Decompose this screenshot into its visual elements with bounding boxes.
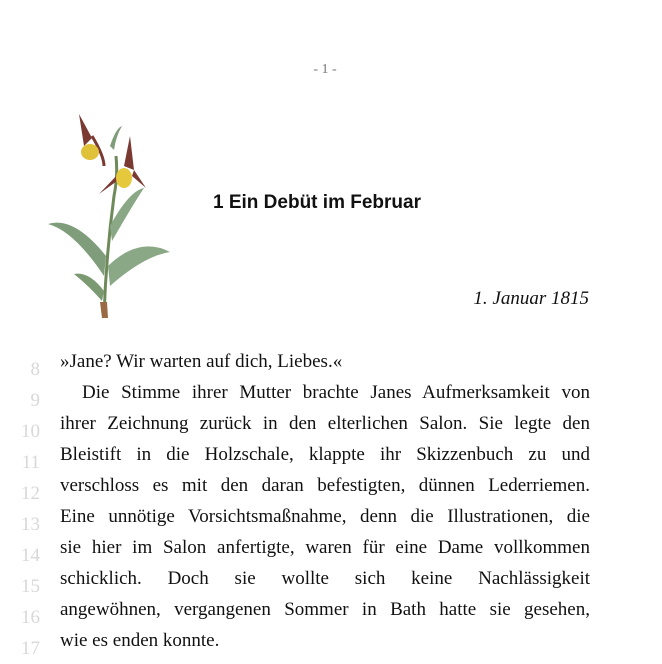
line-number: 8	[30, 359, 40, 380]
line-number: 10	[21, 421, 40, 442]
text-line: Bleistift in die Holzschale, klappte ihr Skizzenbuch zu und	[60, 444, 590, 465]
line-number: 17	[21, 638, 40, 659]
text-line: »Jane? Wir warten auf dich, Liebes.«	[60, 351, 343, 372]
text-line: verschloss es mit den daran befestigten, dünnen Lederriemen.	[60, 475, 590, 496]
orchid-illustration-icon	[44, 106, 174, 322]
line-number: 14	[21, 545, 40, 566]
line-number: 11	[21, 452, 40, 473]
page-number: - 1 -	[313, 62, 337, 77]
line-number: 12	[21, 483, 40, 504]
text-line: ihrer Zeichnung zurück in den elterlichen Salon. Sie legte den	[60, 413, 590, 434]
chapter-date: 1. Januar 1815	[473, 288, 589, 309]
text-line: wie es enden konnte.	[60, 630, 220, 651]
chapter-title: 1 Ein Debüt im Februar	[213, 192, 421, 213]
line-number: 9	[30, 390, 40, 411]
line-number: 15	[21, 576, 40, 597]
line-numbers	[0, 354, 40, 664]
text-line: Die Stimme ihrer Mutter brachte Janes Aufmerksamkeit von	[82, 382, 590, 403]
text-line: schicklich. Doch sie wollte sich keine Nachlässigkeit	[60, 568, 590, 589]
body-text	[60, 346, 590, 656]
line-number: 16	[21, 607, 40, 628]
text-line: Eine unnötige Vorsichtsmaßnahme, denn die Illustrationen, die	[60, 506, 590, 527]
line-number: 13	[21, 514, 40, 535]
text-line: sie hier im Salon anfertigte, waren für eine Dame vollkommen	[60, 537, 590, 558]
text-line: angewöhnen, vergangenen Sommer in Bath hatte sie gesehen,	[60, 599, 590, 620]
